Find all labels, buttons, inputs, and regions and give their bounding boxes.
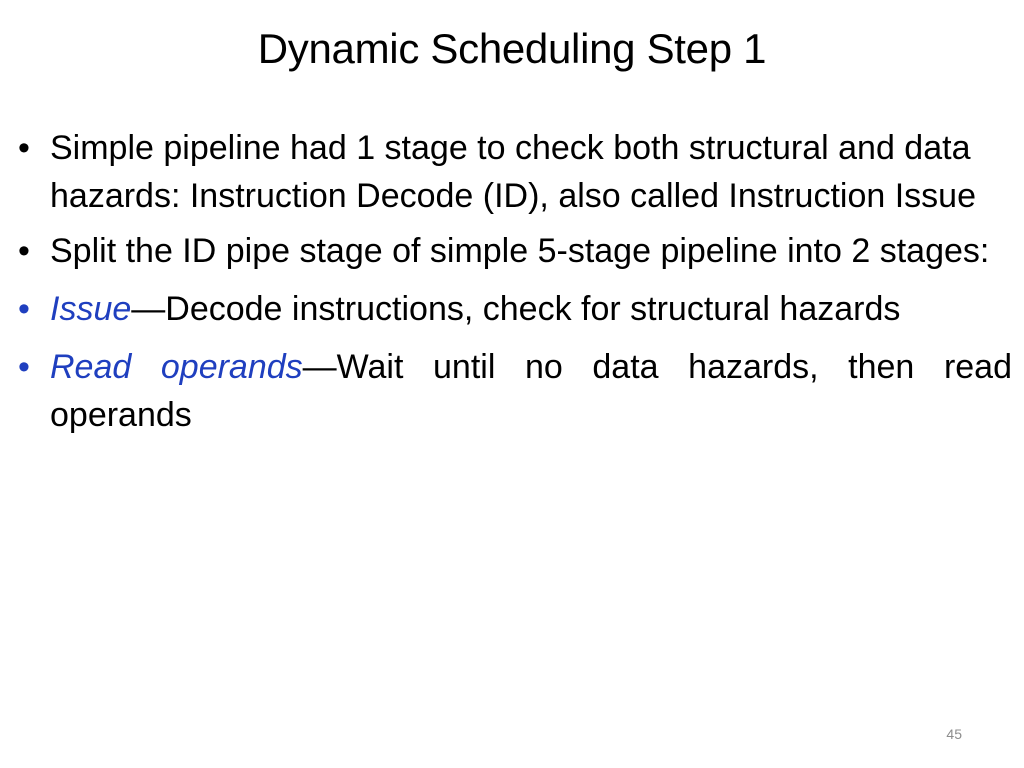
bullet-text: Split the ID pipe stage of simple 5-stage pipeline into 2 stages: bbox=[50, 232, 990, 270]
bullet-item bbox=[18, 124, 1012, 220]
bullet-text: —Decode instructions, check for structural hazards bbox=[131, 290, 901, 328]
bullet-text: —Wait until no data hazards, then read operands bbox=[50, 348, 1012, 434]
bullet-marker: • bbox=[18, 290, 30, 328]
bullet-term: Read operands bbox=[50, 348, 303, 386]
bullet-marker: • bbox=[18, 129, 30, 167]
page-number: 45 bbox=[946, 726, 962, 742]
bullet-item bbox=[18, 343, 1012, 439]
bullet-item bbox=[18, 227, 1012, 275]
bullet-term: Issue bbox=[50, 290, 132, 328]
slide-title: Dynamic Scheduling Step 1 bbox=[257, 25, 767, 72]
bullet-text: Simple pipeline had 1 stage to check both structural and data hazards: Instruction Decode (ID), also called Instruction Issue bbox=[50, 129, 976, 215]
bullet-list bbox=[18, 124, 1012, 446]
bullet-marker: • bbox=[18, 232, 30, 270]
bullet-item bbox=[18, 285, 1012, 333]
bullet-marker: • bbox=[18, 348, 30, 386]
